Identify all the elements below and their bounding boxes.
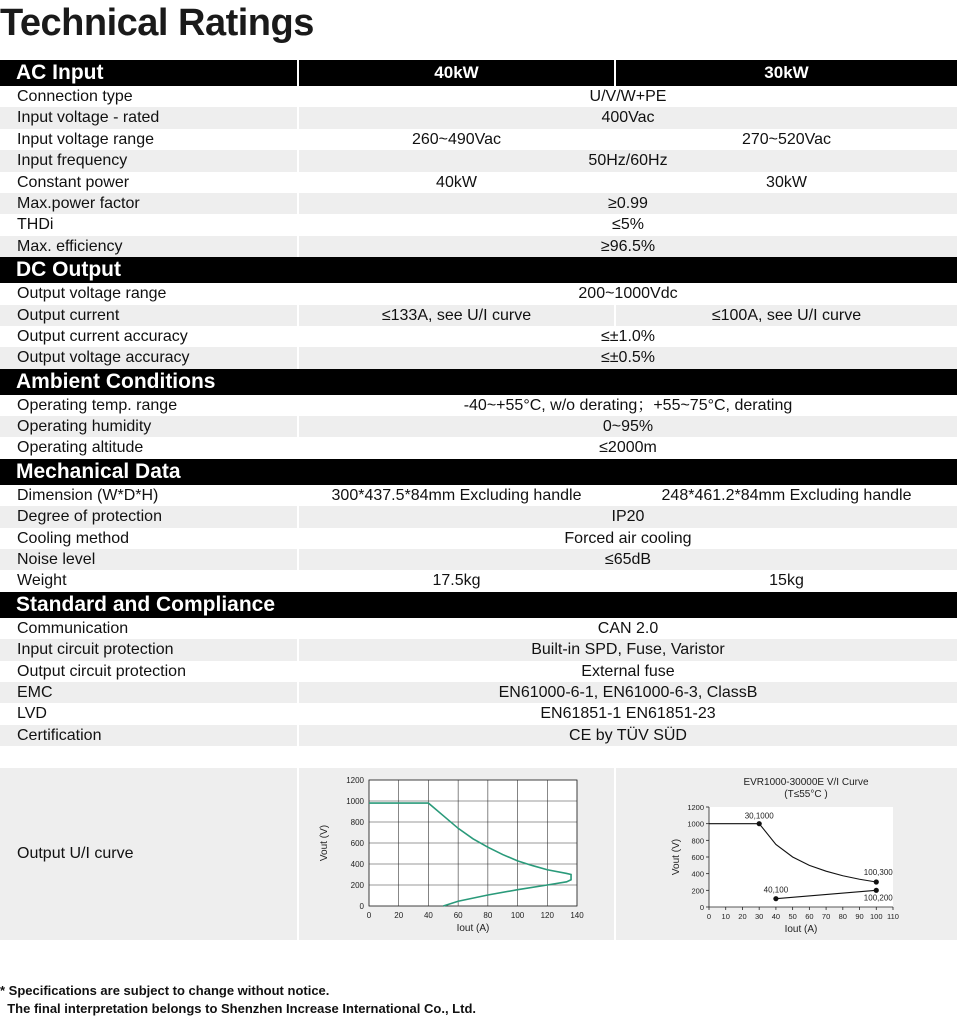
- x-tick-label: 120: [540, 911, 554, 920]
- spec-row: [0, 416, 957, 437]
- x-tick-label: 80: [838, 912, 847, 921]
- data-point: [874, 879, 879, 884]
- y-tick-label: 1200: [346, 776, 364, 785]
- spec-label: Operating altitude: [17, 439, 144, 457]
- y-tick-label: 400: [691, 869, 704, 879]
- spec-label: LVD: [17, 705, 47, 723]
- spec-row: [0, 485, 957, 506]
- spec-label: Degree of protection: [0, 506, 297, 527]
- plot-area: [709, 807, 893, 907]
- spec-value-30kw: 270~520Vac: [741, 130, 832, 148]
- spec-value: 200~1000Vdc: [578, 285, 678, 303]
- spec-label: Dimension (W*D*H): [17, 486, 159, 504]
- spec-label: THDi: [17, 216, 54, 234]
- page-title: Technical Ratings: [0, 2, 314, 44]
- ui-curve-30kw: [616, 768, 957, 940]
- x-axis-label: Iout (A): [456, 923, 490, 934]
- y-axis-label: Vout (V): [671, 838, 682, 876]
- spec-value-30kw: ≤100A, see U/I curve: [616, 305, 957, 326]
- spec-label: Constant power: [17, 173, 130, 191]
- spec-row: [0, 305, 957, 326]
- spec-value-30kw: 30kW: [766, 173, 807, 191]
- spec-value: Forced air cooling: [564, 529, 692, 547]
- spec-value: 400Vac: [299, 107, 957, 128]
- spec-row: [0, 437, 957, 458]
- spec-row: [0, 172, 957, 193]
- spec-value-30kw: 15kg: [769, 572, 804, 590]
- x-tick-label: 100: [510, 911, 525, 920]
- spec-label: Connection type: [17, 88, 133, 105]
- spec-label: Input voltage - rated: [0, 107, 297, 128]
- spec-value-40kw: 260~490Vac: [411, 130, 502, 148]
- x-tick-label: 10: [721, 912, 730, 921]
- y-tick-label: 0: [699, 903, 704, 912]
- column-header-40kw: 40kW: [299, 60, 614, 86]
- spec-row: [0, 86, 957, 107]
- x-tick-label: 70: [821, 912, 831, 921]
- spec-value-40kw: 40kW: [436, 173, 477, 191]
- spec-row: [0, 661, 957, 682]
- spec-value: ≤2000m: [599, 439, 657, 457]
- spec-label: Output circuit protection: [17, 662, 186, 680]
- spec-row: [0, 326, 957, 347]
- data-point-label: 100,200: [863, 893, 893, 903]
- spec-value: EN61851-1 EN61851-23: [540, 705, 716, 723]
- spec-row: [0, 570, 957, 591]
- spec-value: ≤65dB: [299, 549, 957, 570]
- data-point: [773, 896, 778, 901]
- x-tick-label: 20: [394, 911, 404, 920]
- spec-row: [0, 193, 957, 214]
- section-title: Standard and Compliance: [0, 592, 957, 618]
- column-header-row: [0, 60, 957, 86]
- spec-value: ≤±1.0%: [600, 327, 656, 345]
- section-title: Mechanical Data: [0, 459, 957, 485]
- spec-value: IP20: [299, 506, 957, 527]
- spec-row: [0, 214, 957, 235]
- spec-label: Max.power factor: [0, 193, 297, 214]
- y-tick-label: 800: [691, 836, 704, 846]
- spec-label: Operating humidity: [0, 416, 297, 437]
- spec-label: Cooling method: [17, 529, 130, 547]
- ui-curve-40kw: [299, 768, 614, 940]
- data-point-label: 100,300: [863, 868, 893, 877]
- spec-label: Input voltage range: [17, 130, 154, 148]
- footnotes: [0, 982, 476, 1018]
- spec-label: Output current accuracy: [17, 327, 188, 345]
- spec-row: [0, 682, 957, 703]
- spec-table: [0, 60, 957, 746]
- spec-label: Weight: [17, 572, 67, 590]
- data-point: [874, 888, 879, 893]
- x-tick-label: 60: [805, 912, 814, 921]
- spec-label: Max. efficiency: [0, 236, 297, 257]
- column-header-30kw: 30kW: [616, 60, 957, 86]
- spec-value: CAN 2.0: [597, 619, 659, 637]
- ui-curve-30kw-chart: [616, 768, 957, 940]
- spec-row: [0, 150, 957, 171]
- y-tick-label: 1200: [687, 803, 704, 812]
- spec-value: 50Hz/60Hz: [299, 150, 957, 171]
- x-tick-label: 110: [887, 912, 899, 921]
- spec-label: Communication: [17, 619, 129, 637]
- spec-row: [0, 549, 957, 570]
- spec-value: -40~+55°C, w/o derating；+55~75°C, derating: [463, 396, 793, 414]
- y-tick-label: 400: [350, 860, 364, 869]
- ui-curve-40kw-chart: [299, 768, 614, 940]
- x-tick-label: 20: [738, 912, 747, 921]
- x-tick-label: 60: [453, 911, 463, 920]
- section-title: DC Output: [0, 257, 957, 283]
- section-title: Ambient Conditions: [0, 369, 957, 395]
- spec-value-40kw: ≤133A, see U/I curve: [299, 305, 614, 326]
- x-axis-label: Iout (A): [784, 924, 818, 935]
- spec-row: [0, 703, 957, 724]
- x-tick-label: 40: [771, 912, 781, 921]
- data-point: [757, 821, 762, 826]
- x-tick-label: 40: [423, 911, 433, 920]
- spec-row: [0, 725, 957, 746]
- curve-row-label: Output U/I curve: [0, 768, 297, 940]
- spec-label: Operating temp. range: [17, 396, 178, 414]
- spec-value: External fuse: [581, 662, 675, 680]
- spec-row: [0, 506, 957, 527]
- y-tick-label: 800: [350, 818, 364, 827]
- x-tick-label: 50: [788, 912, 797, 921]
- spec-label: Output current: [0, 305, 297, 326]
- spec-value-40kw: 300*437.5*84mm Excluding handle: [331, 486, 582, 504]
- spec-label: Output voltage range: [17, 285, 167, 303]
- spec-value-30kw: 248*461.2*84mm Excluding handle: [661, 486, 912, 504]
- spec-value: CE by TÜV SÜD: [299, 725, 957, 746]
- spec-label: EMC: [0, 682, 297, 703]
- x-tick-label: 90: [855, 912, 864, 921]
- spec-value: Built-in SPD, Fuse, Varistor: [299, 639, 957, 660]
- x-tick-label: 30: [755, 912, 764, 921]
- chart-title: EVR1000-30000E V/I Curve: [743, 777, 869, 788]
- x-tick-label: 80: [483, 911, 493, 920]
- footnote-line: * Specifications are subject to change without notice.: [0, 983, 330, 998]
- spec-value: ≤±0.5%: [299, 347, 957, 368]
- spec-label: Input frequency: [0, 150, 297, 171]
- spec-row: [0, 236, 957, 257]
- spec-value: ≥0.99: [299, 193, 957, 214]
- x-tick-label: 0: [366, 911, 372, 920]
- curve-row: [0, 768, 957, 940]
- spec-row: [0, 618, 957, 639]
- x-tick-label: 140: [570, 911, 584, 920]
- spec-value: ≤5%: [612, 216, 644, 234]
- footnote-line: The final interpretation belongs to Shenzhen Increase International Co., Ltd.: [0, 1001, 476, 1016]
- spec-label: Certification: [0, 725, 297, 746]
- y-tick-label: 600: [350, 839, 364, 848]
- chart-subtitle: (T≤55°C ): [784, 789, 828, 800]
- spec-row: [0, 395, 957, 416]
- spec-row: [0, 107, 957, 128]
- spec-row: [0, 347, 957, 368]
- x-tick-label: 0: [706, 912, 712, 921]
- spec-value-40kw: 17.5kg: [432, 572, 481, 590]
- y-tick-label: 1000: [346, 797, 364, 806]
- y-tick-label: 200: [350, 881, 364, 890]
- y-tick-label: 200: [691, 886, 704, 896]
- data-point-label: 40,100: [763, 885, 789, 895]
- spec-value: EN61000-6-1, EN61000-6-3, ClassB: [299, 682, 957, 703]
- section-title-ac-input: AC Input: [0, 60, 297, 86]
- spec-sections: [0, 86, 957, 746]
- spec-row: [0, 639, 957, 660]
- spec-label: Noise level: [0, 549, 297, 570]
- spec-value: 0~95%: [299, 416, 957, 437]
- spec-label: Output voltage accuracy: [0, 347, 297, 368]
- spec-value: ≥96.5%: [299, 236, 957, 257]
- spec-row: [0, 129, 957, 150]
- data-point-label: 30,1000: [744, 811, 774, 821]
- y-axis-label: Vout (V): [319, 824, 330, 862]
- spec-label: Input circuit protection: [0, 639, 297, 660]
- x-tick-label: 100: [870, 912, 883, 921]
- spec-row: [0, 528, 957, 549]
- y-tick-label: 1000: [687, 819, 704, 829]
- y-tick-label: 600: [691, 853, 704, 862]
- spec-value: U/V/W+PE: [589, 88, 667, 105]
- y-tick-label: 0: [359, 902, 364, 911]
- spec-row: [0, 283, 957, 304]
